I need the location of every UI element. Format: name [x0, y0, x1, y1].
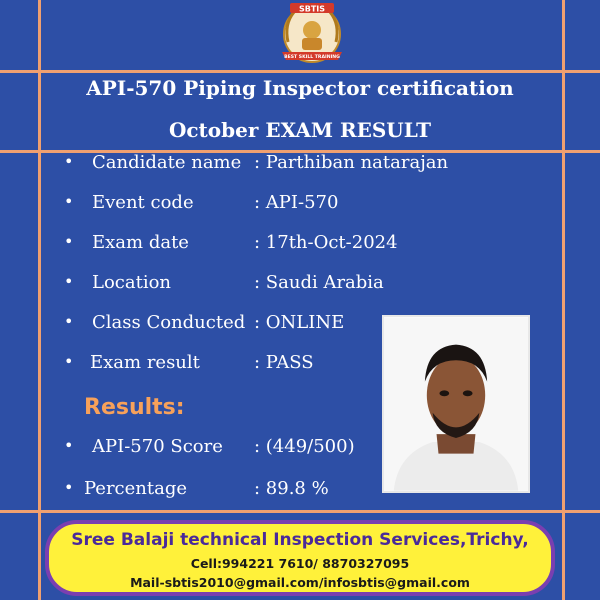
detail-label: Class Conducted [92, 312, 246, 333]
bullet-icon: • [64, 272, 74, 291]
bullet-icon: • [64, 312, 74, 331]
bullet-icon: • [64, 352, 74, 371]
detail-label: Exam result [90, 352, 200, 373]
company-name: Sree Balaji technical Inspection Services,Trichy, [71, 530, 529, 550]
result-value: : 89.8 % [254, 478, 329, 499]
frame-line-top [0, 70, 600, 73]
detail-value: : 17th-Oct-2024 [254, 232, 398, 253]
bullet-icon: • [64, 436, 74, 455]
contact-email: Mail-sbtis2010@gmail.com/infosbtis@gmail.com [130, 575, 470, 590]
result-label: API-570 Score [92, 436, 223, 457]
detail-value: : API-570 [254, 192, 339, 213]
contact-phone: Cell:994221 7610/ 8870327095 [190, 556, 410, 571]
detail-value: : Saudi Arabia [254, 272, 384, 293]
page-subtitle: October EXAM RESULT [168, 118, 432, 142]
logo-text: SBTIS [298, 4, 326, 14]
bullet-icon: • [64, 192, 74, 211]
detail-label: Event code [92, 192, 194, 213]
result-label: Percentage [84, 478, 188, 499]
bullet-icon: • [64, 478, 74, 497]
sbtis-logo [272, 2, 352, 66]
logo-ribbon-text: BEST SKILL TRAINING [284, 55, 340, 61]
detail-label: Location [92, 272, 172, 293]
frame-line-bottom [0, 510, 600, 513]
footer-contact-banner [45, 520, 555, 596]
bullet-icon: • [64, 152, 74, 171]
bullet-icon: • [64, 232, 74, 251]
result-value: : (449/500) [254, 436, 355, 457]
results-heading: Results: [84, 395, 185, 420]
detail-value: : Parthiban natarajan [254, 152, 449, 173]
detail-value: : PASS [254, 352, 314, 373]
detail-value: : ONLINE [254, 312, 345, 333]
candidate-photo [382, 315, 530, 493]
detail-label: Candidate name [92, 152, 242, 173]
detail-label: Exam date [92, 232, 189, 253]
page-title: API-570 Piping Inspector certification [86, 76, 514, 100]
